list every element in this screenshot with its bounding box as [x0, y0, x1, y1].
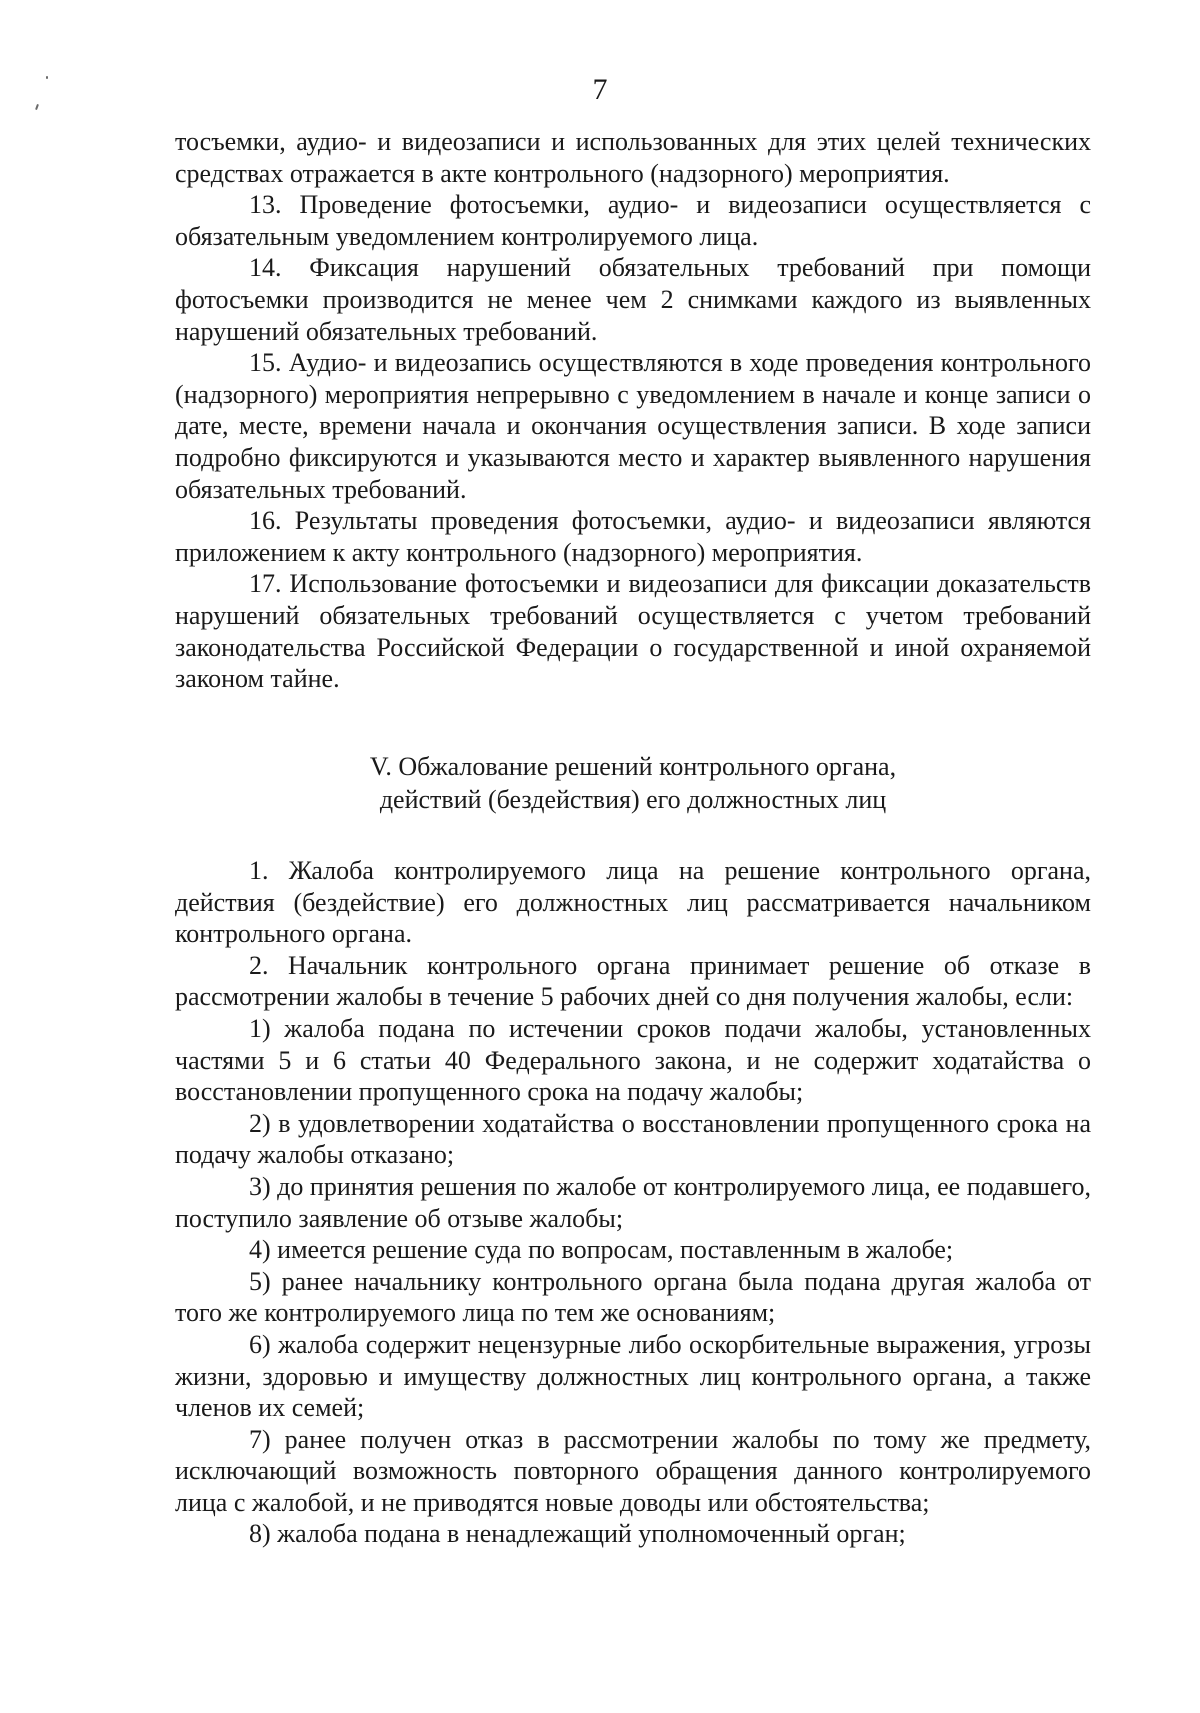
paragraph-continuation: тосъемки, аудио- и видеозаписи и использованных для этих целей технических средствах отражается в акте контрольного (надзорного) мероприятия.	[175, 127, 1091, 188]
list-item-5: 5) ранее начальнику контрольного органа была подана другая жалоба от того же контролируемого лица по тем же основаниям;	[175, 1266, 1091, 1328]
paragraph-14: 14. Фиксация нарушений обязательных требований при помощи фотосъемки производится не менее чем 2 снимками каждого из выявленных нарушений обязательных требований.	[175, 253, 1091, 346]
section-5-body	[175, 855, 1091, 1550]
list-item-6: 6) жалоба содержит нецензурные либо оскорбительные выражения, угрозы жизни, здоровью и имуществу должностных лиц контрольного органа, а также членов их семей;	[175, 1329, 1091, 1423]
section-5-heading	[175, 750, 1091, 816]
list-item-3: 3) до принятия решения по жалобе от контролируемого лица, ее подавшего, поступило заявление об отзыве жалобы;	[175, 1171, 1091, 1233]
paragraph-13: 13. Проведение фотосъемки, аудио- и видеозаписи осуществляется с обязательным уведомлением контролируемого лица.	[175, 190, 1091, 251]
list-item-8: 8) жалоба подана в ненадлежащий уполномоченный орган;	[249, 1519, 906, 1549]
section-5-paragraph-2: 2. Начальник контрольного органа принимает решение об отказе в рассмотрении жалобы в течение 5 рабочих дней со дня получения жалобы, если:	[175, 950, 1091, 1012]
section-4-tail	[175, 126, 1091, 695]
section-5-paragraph-1: 1. Жалоба контролируемого лица на решение контрольного органа, действия (бездействие) его должностных лиц рассматривается начальником контрольного органа.	[175, 856, 1091, 949]
list-item-2: 2) в удовлетворении ходатайства о восстановлении пропущенного срока на подачу жалобы отказано;	[175, 1108, 1091, 1170]
paragraph-17: 17. Использование фотосъемки и видеозаписи для фиксации доказательств нарушений обязательных требований осуществляется с учетом требований законодательства Российской Федерации о государственной и иной охраняемой законом тайне.	[175, 569, 1091, 694]
paragraph-16: 16. Результаты проведения фотосъемки, аудио- и видеозаписи являются приложением к акту контрольного (надзорного) мероприятия.	[175, 506, 1091, 567]
list-item-1: 1) жалоба подана по истечении сроков подачи жалобы, установленных частями 5 и 6 статьи 40 Федерального закона, и не содержит ходатайства о восстановлении пропущенного срока на подачу жалобы;	[175, 1013, 1091, 1107]
list-item-4: 4) имеется решение суда по вопросам, поставленным в жалобе;	[249, 1235, 954, 1265]
section-5-heading-line-1: V. Обжалование решений контрольного органа,	[369, 752, 897, 781]
section-5-heading-line-2: действий (бездействия) его должностных лиц	[379, 785, 887, 814]
page-number: 7	[592, 73, 608, 106]
paragraph-15: 15. Аудио- и видеозапись осуществляются в ходе проведения контрольного (надзорного) мероприятия непрерывно с уведомлением в начале и конце записи о дате, месте, времени начала и окончания осуществления записи. В ходе записи подробно фиксируются и указываются место и характер выявленного нарушения обязательных требований.	[175, 348, 1091, 504]
list-item-7: 7) ранее получен отказ в рассмотрении жалобы по тому же предмету, исключающий возможность повторного обращения данного контролируемого лица с жалобой, и не приводятся новые доводы или обстоятельства;	[175, 1424, 1091, 1517]
